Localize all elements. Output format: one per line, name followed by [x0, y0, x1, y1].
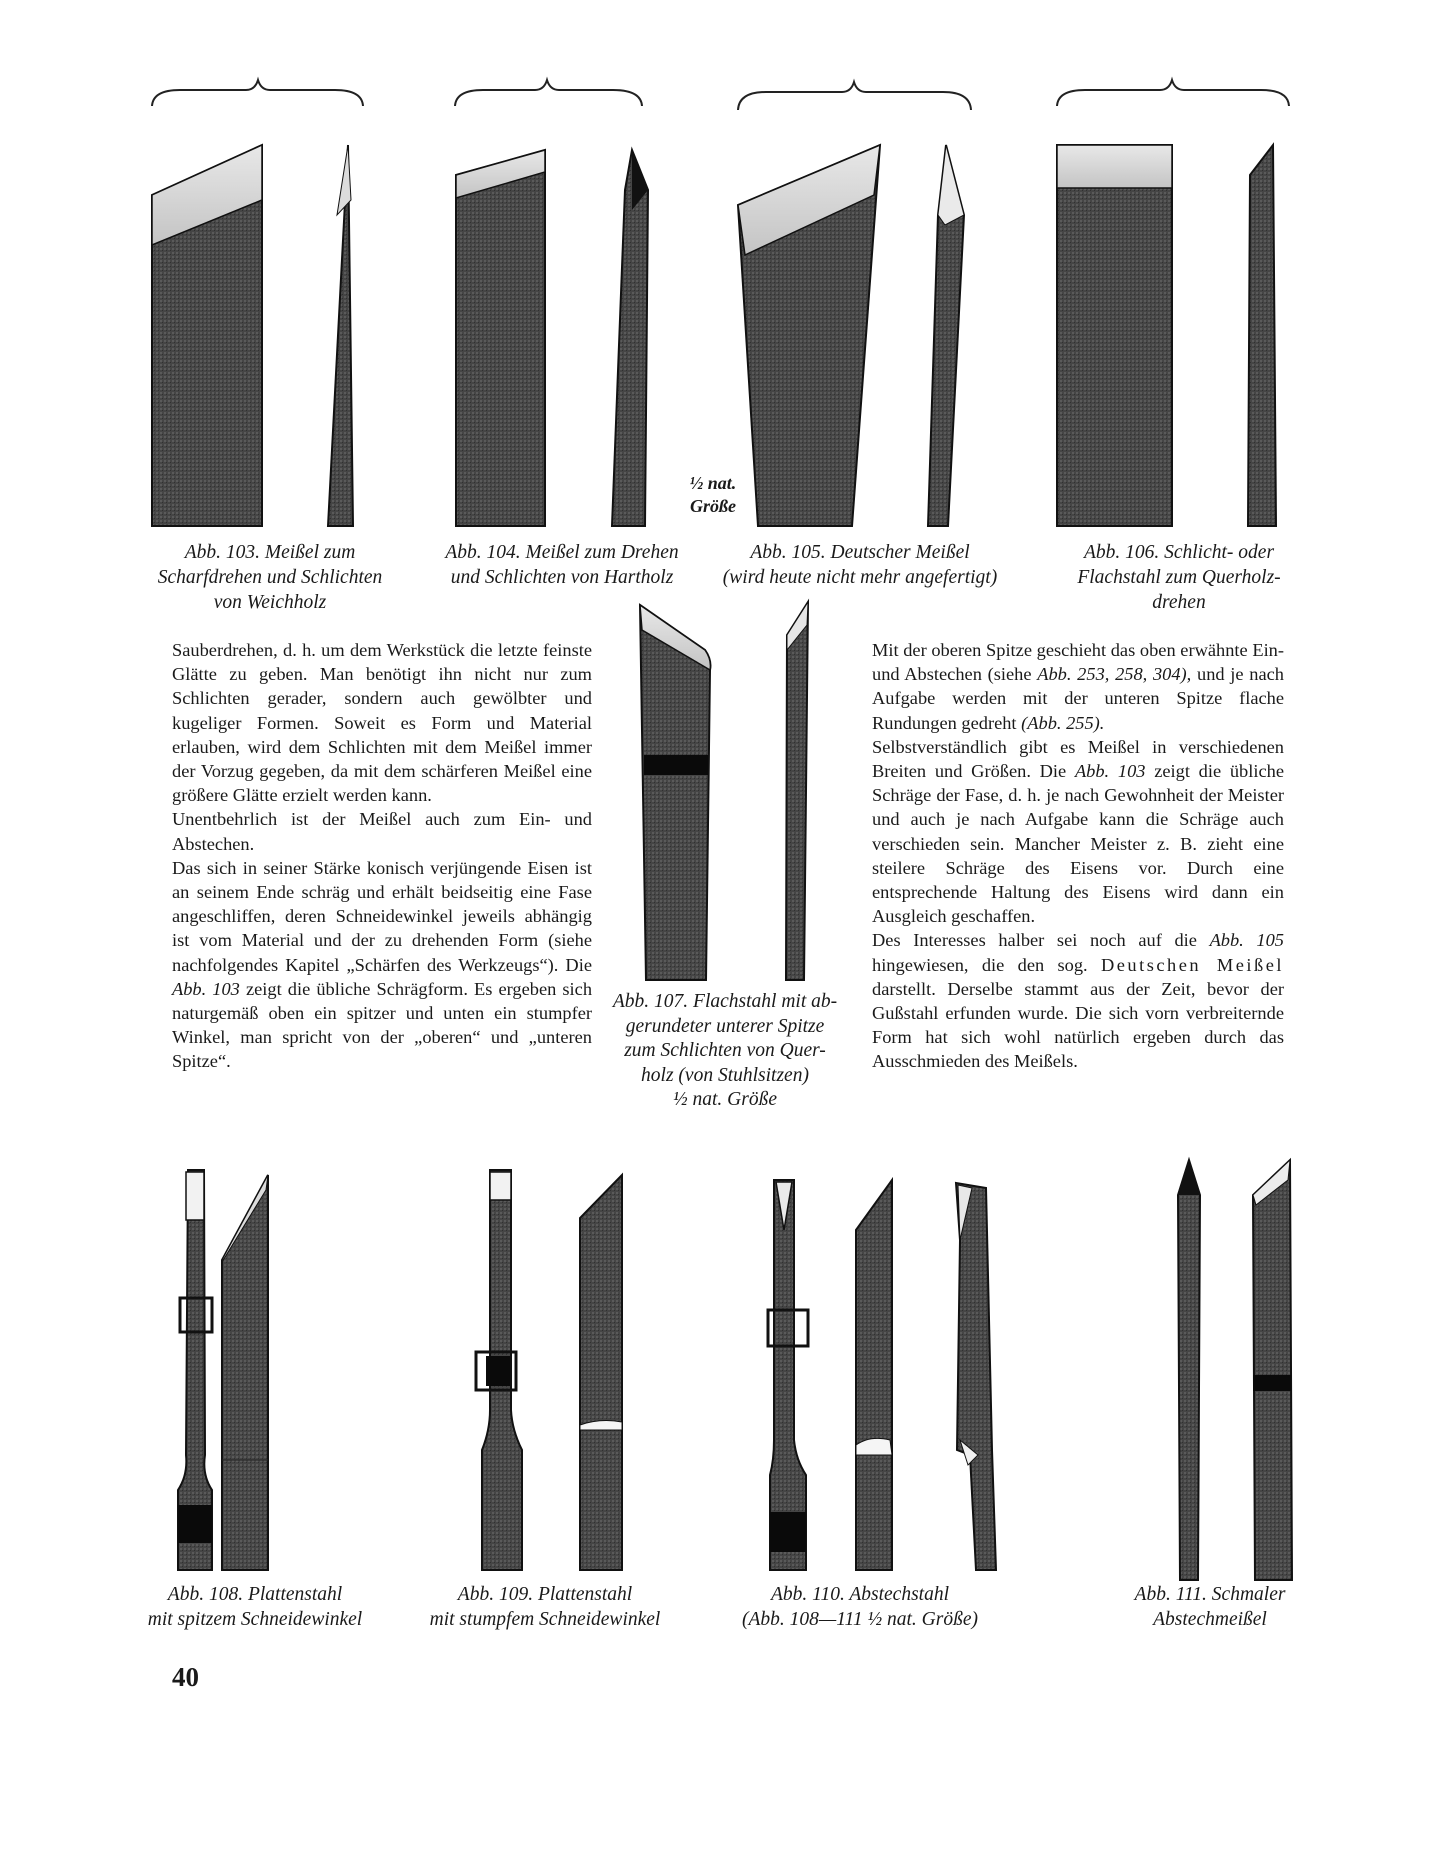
chisel-107-side	[786, 602, 808, 980]
caption-abb-110: Abb. 110. Abstechstahl (Abb. 108—111 ½ nat. Größe)	[742, 1584, 978, 1630]
body-text-right: Mit der oberen Spitze geschieht das oben erwähnte Ein- und Abstechen (siehe Abb. 253, 258, 304), und je nach Aufgabe werden mit der unteren Spitze flache Rundungen gedreht (Abb. 255). Selbstverständlich gibt es Meißel in verschiedenen Breiten und Größen. Die Abb. 103 zeigt die übliche Schräge der Fase, d. h. je nach Gewohnheit der Meister und auch je nach Aufgabe kann die Schräge auch verschieden sein. Mancher Meister z. B. zieht eine steilere Schräge des Eisens vor. Durch eine entsprechende Haltung des Eisens wird dann ein Ausgleich geschaffen. Des Interesses halber sei noch auf die Abb. 105 hingewiesen, die den sog. Deutschen Meißel darstellt. Derselbe stammt aus der Zeit, bevor der Gußstahl erfunden wurde. Die sich vorn verbreiternde Form hat sich wohl natürlich ergeben durch das Ausschmieden des Meißels.	[872, 640, 1284, 1072]
caption-abb-111: Abb. 111. Schmaler Abstechmeißel	[1134, 1584, 1286, 1630]
bracket-105	[738, 82, 971, 110]
tool-110-side	[856, 1180, 892, 1570]
tool-111-side	[1253, 1160, 1292, 1580]
caption-abb-106: Abb. 106. Schlicht- oder Flachstahl zum Querholz- drehen	[1077, 542, 1281, 613]
caption-abb-103: Abb. 103. Meißel zum Scharfdrehen und Schlichten von Weichholz	[157, 542, 383, 613]
caption-abb-105: Abb. 105. Deutscher Meißel (wird heute nicht mehr angefertigt)	[722, 542, 998, 588]
tool-109-side	[580, 1175, 622, 1570]
chisel-103-front	[152, 145, 262, 526]
tool-111-front	[1178, 1160, 1200, 1580]
page-number: 40	[172, 1662, 199, 1692]
caption-abb-104: Abb. 104. Meißel zum Drehen und Schlichten von Hartholz	[445, 542, 679, 588]
figure-ref: Abb. 253, 258, 304),	[1037, 664, 1192, 685]
chisel-105-side	[928, 145, 964, 526]
caption-abb-108: Abb. 108. Plattenstahl mit spitzem Schneidewinkel	[147, 1584, 363, 1630]
chisel-106-side	[1248, 145, 1276, 526]
chisel-106-front	[1057, 145, 1172, 526]
chisel-104-front	[456, 150, 545, 526]
chisel-107-front	[640, 605, 710, 980]
tool-109-front	[476, 1170, 522, 1570]
figure-ref: Abb. 103	[1074, 761, 1146, 782]
chisel-103-side	[328, 145, 353, 526]
figure-ref: (Abb. 255).	[1021, 712, 1105, 733]
figure-ref: Abb. 103	[172, 978, 240, 999]
scale-note-top: ½ nat. Größe	[689, 473, 737, 516]
body-text-left: Sauberdrehen, d. h. um dem Werkstück die letzte feinste Glätte zu geben. Man benötigt ihn nicht nur zum Schlichten gerader, sondern auch gewölbter und kugeliger Formen. Soweit es Form und Material erlauben, wird dem Schlichten mit dem Meißel immer der Vorzug gegeben, da mit dem schärferen Meißel eine größere Glätte erzielt werden kann. Unentbehrlich ist der Meißel auch zum Ein- und Abstechen. Das sich in seiner Stärke konisch verjüngende Eisen ist an seinem Ende schräg und erhält beidseitig eine Fase angeschliffen, deren Schneidewinkel jeweils abhängig ist vom Material und der zu drehenden Form (siehe nachfolgendes Kapitel „Schärfen des Werkzeugs“). Die Abb. 103 zeigt die übliche Schrägform. Es ergeben sich naturgemäß oben ein spitzer und unten ein stumpfer Winkel, man spricht von der „oberen“ und „unteren Spitze“.	[172, 640, 593, 1072]
bracket-103	[152, 80, 363, 106]
bracket-104	[455, 80, 642, 106]
caption-abb-109: Abb. 109. Plattenstahl mit stumpfem Schneidewinkel	[429, 1584, 661, 1630]
tool-108-side	[222, 1175, 268, 1570]
figure-ref: Abb. 105	[1209, 930, 1284, 951]
chisel-105-front	[738, 145, 880, 526]
caption-abb-107: Abb. 107. Flachstahl mit ab- gerundeter unterer Spitze zum Schlichten von Quer- holz (von Stuhlsitzen) ½ nat. Größe	[612, 991, 838, 1110]
tool-108-front	[178, 1170, 212, 1570]
chisel-104-side	[612, 150, 648, 526]
tool-110-edge	[956, 1183, 996, 1570]
tool-110-front	[768, 1180, 808, 1570]
bracket-106	[1057, 80, 1289, 106]
